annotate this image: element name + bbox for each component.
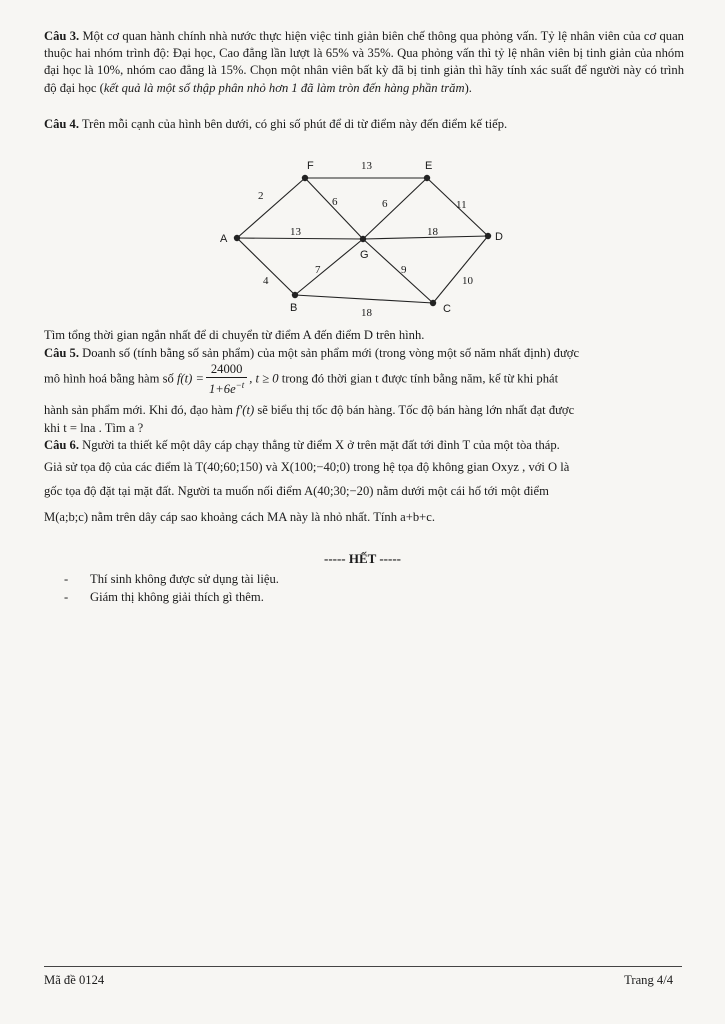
question-4-label: Câu 4. — [44, 117, 79, 131]
node-E — [424, 175, 430, 181]
label-C: C — [443, 303, 451, 315]
route-graph — [205, 152, 515, 322]
edge-GD — [363, 236, 488, 239]
question-3-text: Một cơ quan hành chính nhà nước thực hiện việc tinh giản biên chế thông qua phỏng vấn. Tỷ lệ nhân viên của cơ quan thuộc hai nhóm trình độ: Đại học, Cao đẳng lần lượt là 65% và 35%. Qua phỏng vấn thì tỷ lệ nhân viên bị tinh giản của nhóm đại học là 10%, nhóm cao đẳng là 15%. Chọn một nhân viên bất kỳ đã bị tinh giản thì hãy tính xác suất để người này có trình độ đại học ( — [44, 29, 684, 95]
edge-AG — [237, 238, 363, 239]
question-5-line1 — [44, 345, 694, 362]
question-5-intro: mô hình hoá bằng hàm số — [44, 371, 174, 386]
edge-EG — [363, 178, 427, 239]
edge-GC — [363, 239, 433, 303]
weight-ED: 11 — [456, 199, 467, 211]
weight-GC: 9 — [401, 264, 407, 276]
page-number: Trang 4/4 — [624, 973, 673, 987]
weight-BG: 7 — [315, 264, 321, 276]
node-A — [234, 235, 240, 241]
exam-code: Mã đề 0124 — [44, 973, 105, 987]
label-D: D — [495, 231, 503, 243]
sales-function-fraction — [206, 362, 247, 397]
weight-AB: 4 — [263, 275, 269, 287]
node-D — [485, 233, 491, 239]
question-6-line3: gốc tọa độ đặt tại mặt đất. Người ta muốn nối điểm A(40;30;−20) nằm dưới một cái hố tới một điểm — [44, 484, 549, 498]
weight-AG: 13 — [290, 226, 301, 238]
edge-BC — [295, 295, 433, 303]
node-G — [360, 236, 366, 242]
question-4 — [44, 116, 684, 133]
fraction-numerator: 24000 — [206, 362, 247, 378]
question-5-label: Câu 5. — [44, 346, 79, 360]
question-5-line3 — [44, 402, 694, 419]
question-3-note: kết quả là một số thập phân nhỏ hơn 1 đã làm tròn đến hàng phần trăm — [103, 80, 465, 95]
footer-rule — [44, 966, 682, 967]
question-5-derivative-intro: hành sản phẩm mới. Khi đó, đạo hàm — [44, 403, 233, 417]
question-5-line4: khi t = lna . Tìm a ? — [44, 421, 144, 435]
note-text: Thí sinh không được sử dụng tài liệu. — [90, 572, 279, 586]
end-marker: ----- HẾT ----- — [323, 551, 401, 566]
edge-CD — [433, 236, 488, 303]
weight-AF: 2 — [258, 190, 264, 202]
question-5-line2 — [44, 362, 694, 397]
weight-CD: 10 — [462, 275, 473, 287]
denominator-exponent: −t — [235, 380, 245, 390]
question-6-line2: Giả sử tọa độ của các điểm là T(40;60;150) và X(100;−40;0) trong hệ tọa độ không gian Oxyz , với O là — [44, 460, 570, 474]
weight-FG: 6 — [332, 196, 338, 208]
question-5-continuation: trong đó thời gian t được tính bằng năm, kể từ khi phát — [281, 371, 559, 386]
question-3-label: Câu 3. — [44, 29, 80, 43]
note-text: Giám thị không giải thích gì thêm. — [90, 590, 264, 604]
question-6-line1 — [44, 437, 694, 454]
label-A: A — [220, 233, 228, 245]
label-G: G — [360, 249, 369, 261]
label-F: F — [307, 160, 314, 172]
question-6-text: Người ta thiết kế một dây cáp chạy thẳng từ điểm X ở trên mặt đất tới đỉnh T của một tòa tháp. — [79, 438, 560, 452]
domain-condition: , t ≥ 0 — [249, 371, 279, 386]
exam-page: Câu 3. Một cơ quan hành chính nhà nước thực hiện việc tinh giản biên chế thông qua phỏng vấn. Tỷ lệ nhân viên của cơ quan thuộc hai nhóm trình độ: Đại học, Cao đẳng lần lượt là 65% và 35%. Qua phỏng vấn thì tỷ lệ nhân viên bị tinh giản của nhóm đại học là 10%, nhóm cao đẳng là 15%. Chọn một nhân viên bất kỳ đã bị tinh giản thì hãy tính xác suất để người này có trình độ đại học (kết quả là một số thập phân nhỏ hơn 1 đã làm tròn đến hàng phần trăm). Câu 4. Trên mỗi cạnh của hình bên dưới, có ghi số phút để di từ điểm này đến điểm kế tiếp. A B C D E F G 2 13 6 6 11 13 18 4 7 9 10 18 Tìm tổng thời gian ngắn nhất để di chuyển từ điểm A đến điểm D trên hình. Câu 5. Doanh số (tính bằng số sản phẩm) của một sản phẩm mới (trong vòng một số năm nhất định) được mô hình hoá bằng hàm số f(t) = $\frac{24000}{1+6e^{-t}}$ , t ≥ 0 trong đó thời gian t được tính bằng năm, kể từ khi phát hành sản phẩm mới. Khi đó, đạo hàm f′(t) sẽ biểu thị tốc độ bán hàng. Tốc độ bán hàng lớn nhất đạt được khi t = lna . Tìm a ? Câu 6. Người ta thiết kế một dây cáp chạy thẳng từ điểm X ở trên mặt đất tới đỉnh T của một tòa tháp. Giả sử tọa độ của các điểm là T(40;60;150) và X(100;−40;0) trong hệ tọa độ không gian Oxyz , với O là gốc tọa độ đặt tại mặt đất. Người ta muốn nối điểm A(40;30;−20) nằm dưới một cái hố tới một điểm M(a;b;c) nằm trên dây cáp sao khoảng cách MA này là nhỏ nhất. Tính a+b+c. ----- HẾT ----- - Thí sinh không được sử dụng tài liệu. - Giám thị không giải thích gì thêm. Mã đề 0124 Trang 4/4 — [0, 0, 725, 1024]
node-C — [430, 300, 436, 306]
edge-BG — [295, 239, 363, 295]
question-5-derivative-text: sẽ biểu thị tốc độ bán hàng. Tốc độ bán hàng lớn nhất đạt được — [257, 403, 575, 417]
weight-FE: 13 — [361, 160, 372, 172]
question-5-text: Doanh số (tính bằng số sản phẩm) của một sản phẩm mới (trong vòng một số năm nhất định) được — [79, 346, 580, 360]
function-name: f(t) = — [176, 371, 204, 386]
fraction-denominator — [206, 378, 247, 397]
question-6-line4: M(a;b;c) nằm trên dây cáp sao khoảng cách MA này là nhỏ nhất. Tính a+b+c. — [44, 510, 435, 524]
node-B — [292, 292, 298, 298]
weight-EG: 6 — [382, 198, 388, 210]
label-E: E — [425, 160, 433, 172]
question-3 — [44, 28, 684, 97]
question-6-label: Câu 6. — [44, 438, 79, 452]
question-3-close: ). — [464, 80, 472, 95]
question-4-text: Trên mỗi cạnh của hình bên dưới, có ghi số phút để di từ điểm này đến điểm kế tiếp. — [79, 117, 508, 131]
weight-BC: 18 — [361, 307, 372, 319]
derivative: f′(t) — [236, 403, 255, 417]
question-4-prompt: Tìm tổng thời gian ngắn nhất để di chuyển từ điểm A đến điểm D trên hình. — [44, 328, 425, 342]
node-F — [302, 175, 308, 181]
label-B: B — [290, 302, 298, 314]
weight-GD: 18 — [427, 226, 438, 238]
edge-FG — [305, 178, 363, 239]
denominator-base: 1+6e — [208, 382, 236, 397]
